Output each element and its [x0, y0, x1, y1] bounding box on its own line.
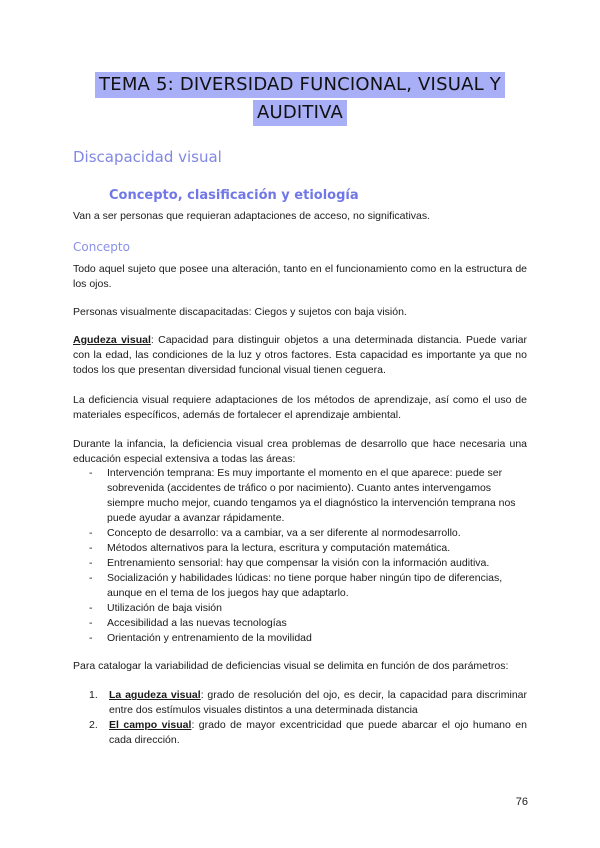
list-item: - Orientación y entrenamiento de la movilidad [89, 631, 527, 646]
list-item: - Concepto de desarrollo: va a cambiar, va a ser diferente al normodesarrollo. [89, 526, 527, 541]
list-item: - Intervención temprana: Es muy importante el momento en el que aparece: puede ser sobrevenida (accidentes de tráfico o por nacimiento). Cuanto antes intervengamos siempre mucho mejor, cuando tengamos ya el diagnóstico la intervención temprana nos puede ayudar a avanzar rápidamente. [89, 466, 527, 526]
term-campo: El campo visual [109, 719, 192, 731]
agudeza-definition: : Capacidad para distinguir objetos a una determinada distancia. Puede variar con la edad, las condiciones de la luz y otros factores. Esta capacidad es importante ya que no todos los que presentan diversidad funcional visual tienen ceguera. [73, 334, 527, 376]
concept-heading: Concepto [73, 240, 130, 254]
paragraph-parameters: Para catalogar la variabilidad de deficiencias visual se delimita en función de dos parámetros: [73, 660, 509, 672]
list-number: 1. [89, 689, 98, 701]
paragraph-persons: Personas visualmente discapacitadas: Ciegos y sujetos con baja visión. [73, 306, 407, 318]
paragraph-adaptations: La deficiencia visual requiere adaptaciones de los métodos de aprendizaje, así como el uso de materiales específicos, además de fortalecer el aprendizaje ambiental. [73, 394, 527, 421]
paragraph-agudeza [73, 333, 527, 378]
list-item [89, 688, 527, 718]
term-agudeza: La agudeza visual [109, 689, 201, 701]
term-definition: : grado de mayor excentricidad que puede abarcar el ojo humano en cada dirección. [109, 719, 527, 746]
title-line-2: AUDITIVA [253, 100, 347, 126]
list-item: - Entrenamiento sensorial: hay que compensar la visión con la información auditiva. [89, 556, 527, 571]
title-line-1: TEMA 5: DIVERSIDAD FUNCIONAL, VISUAL Y [95, 72, 505, 98]
subsection-heading: Concepto, clasificación y etiología [109, 188, 359, 203]
term-definition: : grado de resolución del ojo, es decir, la capacidad para discriminar entre dos estímulos visuales distintos a una determinada distancia [109, 689, 527, 716]
intro-paragraph: Van a ser personas que requieran adaptaciones de acceso, no significativas. [73, 210, 431, 222]
section-heading: Discapacidad visual [73, 148, 222, 166]
paragraph-childhood: Durante la infancia, la deficiencia visual crea problemas de desarrollo que hace necesaria una educación especial extensiva a todas las áreas: [73, 438, 527, 465]
page-number: 76 [515, 796, 528, 808]
list-item [89, 718, 527, 748]
paragraph-definition: Todo aquel sujeto que posee una alteración, tanto en el funcionamiento como en la estructura de los ojos. [73, 263, 527, 290]
list-number: 2. [89, 719, 98, 731]
term-agudeza-visual: Agudeza visual [73, 334, 151, 346]
areas-list [89, 466, 527, 646]
parameters-list [89, 688, 527, 748]
list-item: - Métodos alternativos para la lectura, escritura y computación matemática. [89, 541, 527, 556]
list-item: - Socialización y habilidades lúdicas: no tiene porque haber ningún tipo de diferencias, aunque en el tema de los juegos hay que adaptarlo. [89, 571, 527, 601]
list-item: - Utilización de baja visión [89, 601, 527, 616]
list-item: - Accesibilidad a las nuevas tecnologías [89, 616, 527, 631]
page-title [0, 72, 600, 126]
